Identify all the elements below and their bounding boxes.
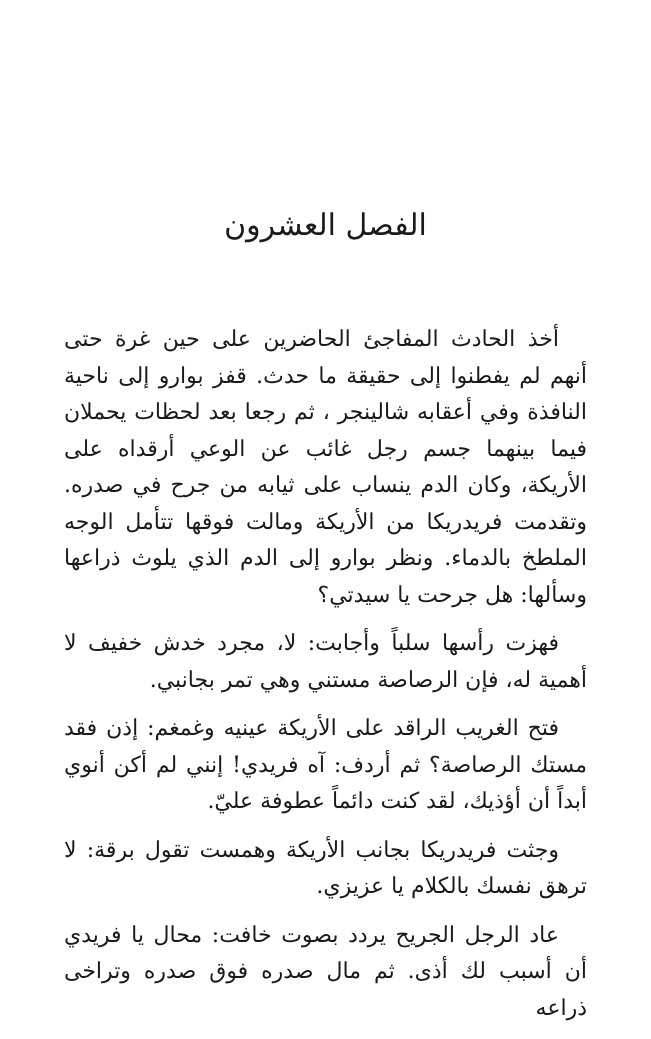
chapter-title: الفصل العشرون [224, 208, 427, 243]
chapter-body [64, 322, 587, 1039]
paragraph-2: فهزت رأسها سلباً وأجابت: لا، مجرد خدش خفيف لا أهمية له، فإن الرصاصة مستني وهي تمر بجانبي. [64, 631, 587, 693]
paragraph-1: أخذ الحادث المفاجئ الحاضرين على حين غرة حتى أنهم لم يفطنوا إلى حقيقة ما حدث. قفز بوارو إلى ناحية النافذة وفي أعقابه شالينجر ، ثم رجعا بعد لحظات يحملان فيما بينهما جسم رجل غائب عن الوعي أرقداه على الأريكة، وكان الدم ينساب على ثيابه من جرح في صدره. وتقدمت فريدريكا من الأريكة ومالت فوقها تتأمل الوجه الملطخ بالدماء. ونظر بوارو إلى الدم الذي يلوث ذراعها وسألها: هل جرحت يا سيدتي؟ [64, 327, 587, 608]
paragraph-3: فتح الغريب الراقد على الأريكة عينيه وغمغم: إذن فقد مستك الرصاصة؟ ثم أردف: آه فريدي! إنني لم أكن أنوي أبداً أن أؤذيك، لقد كنت دائماً عطوفة عليّ. [64, 716, 587, 814]
paragraph-5: عاد الرجل الجريح يردد بصوت خافت: محال يا فريدي أن أسبب لك أذى. ثم مال صدره فوق صدره وتراخى ذراعه [64, 922, 587, 1021]
paragraph-4: وجثت فريدريكا بجانب الأريكة وهمست تقول برقة: لا ترهق نفسك بالكلام يا عزيزي. [64, 837, 587, 899]
